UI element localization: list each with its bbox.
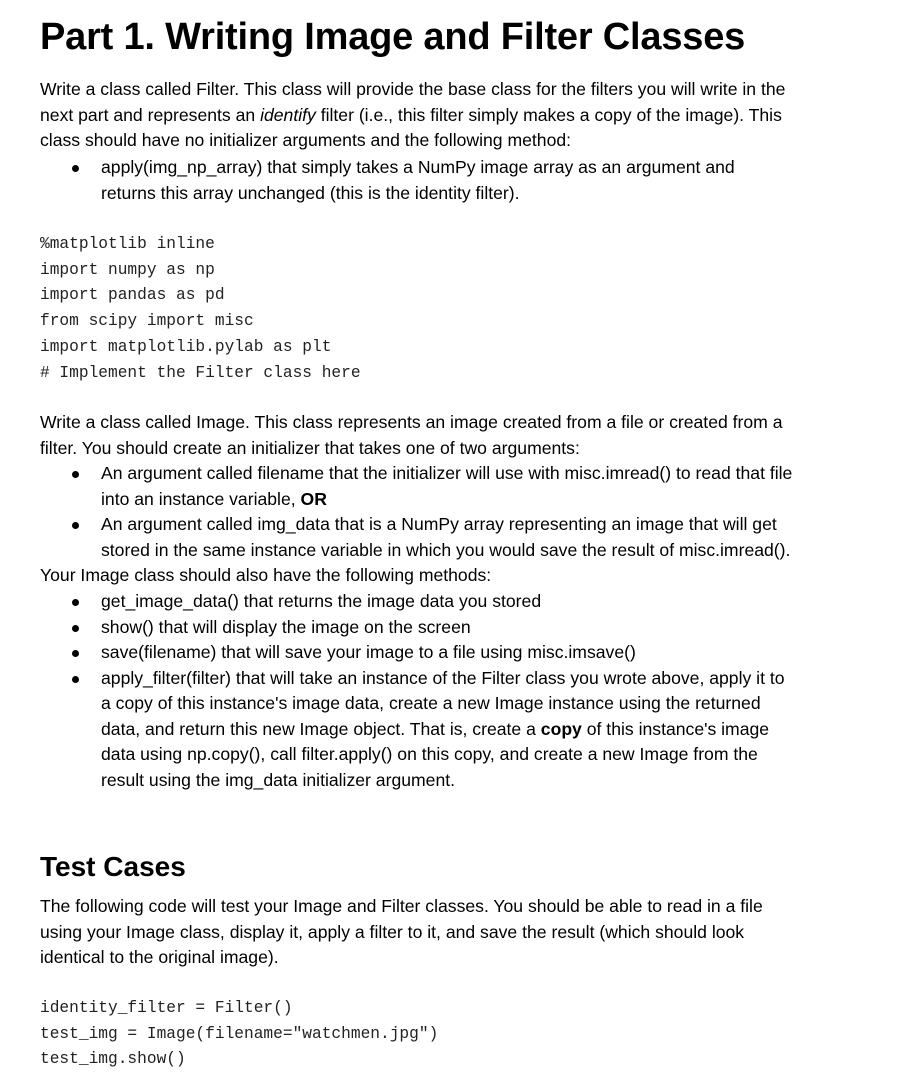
list-item: get_image_data() that returns the image data you stored (40, 589, 850, 615)
text-line: class should have no initializer arguments and the following method: (40, 130, 572, 150)
image-methods-list (40, 589, 850, 793)
list-item: apply_filter(filter) that will take an instance of the Filter class you wrote above, apply it to a copy of this instance's image data, create a new Image instance using the returned data, and return this new Image object. That is, create a copy of this instance's image data using np.copy(), call filter.apply() on this copy, and create a new Image from the result using the img_data initializer argument. (40, 666, 850, 794)
bold-copy: copy (540, 718, 582, 739)
list-item: apply(img_np_array) that simply takes a NumPy image array as an argument and returns this array unchanged (this is the identity filter). (40, 155, 850, 206)
text-line: Write a class called Image. This class represents an image created from a file or created from a (40, 412, 783, 432)
image-intro-paragraph (40, 410, 850, 461)
code-line: from scipy import misc (40, 312, 254, 331)
list-item: An argument called img_data that is a NumPy array representing an image that will get stored in the same instance variable in which you would save the result of misc.imread(). (40, 512, 850, 563)
part1-heading: Part 1. Writing Image and Filter Classes (40, 16, 746, 58)
text-line: The following code will test your Image and Filter classes. You should be able to read in a file (40, 896, 763, 916)
text-line: Write a class called Filter. This class will provide the base class for the filters you will write in the (40, 79, 786, 99)
filter-intro-paragraph (40, 77, 850, 154)
text-line: next part and represents an identify filter (i.e., this filter simply makes a copy of the image). This (40, 104, 782, 125)
code-line: test_img = Image(filename="watchmen.jpg") (40, 1024, 439, 1043)
methods-intro: Your Image class should also have the following methods: (40, 565, 492, 585)
code-line: test_img.show() (40, 1050, 186, 1069)
filter-method-list (40, 155, 850, 206)
text-line: using your Image class, display it, apply a filter to it, and save the result (which should look (40, 921, 745, 942)
image-args-list (40, 461, 850, 563)
text-line: identical to the original image). (40, 947, 279, 967)
bold-or: OR (300, 488, 327, 509)
code-block-tests (40, 996, 438, 1073)
code-line: %matplotlib inline (40, 235, 215, 253)
list-item: save(filename) that will save your image to a file using misc.imsave() (40, 640, 850, 666)
code-line: import numpy as np (40, 260, 215, 279)
list-item: An argument called filename that the initializer will use with misc.imread() to read that file into an instance variable, OR (40, 461, 850, 512)
test-cases-paragraph (40, 894, 850, 971)
code-line: identity_filter = Filter() (40, 999, 293, 1017)
code-line: # Implement the Filter class here (40, 363, 361, 382)
test-cases-heading: Test Cases (40, 851, 186, 882)
code-line: import pandas as pd (40, 286, 225, 305)
emphasis-identify: identify (260, 104, 316, 125)
text-line: filter. You should create an initializer that takes one of two arguments: (40, 437, 580, 458)
code-line: import matplotlib.pylab as plt (40, 337, 332, 356)
code-block-imports (40, 232, 361, 386)
list-item: show() that will display the image on the screen (40, 615, 850, 641)
